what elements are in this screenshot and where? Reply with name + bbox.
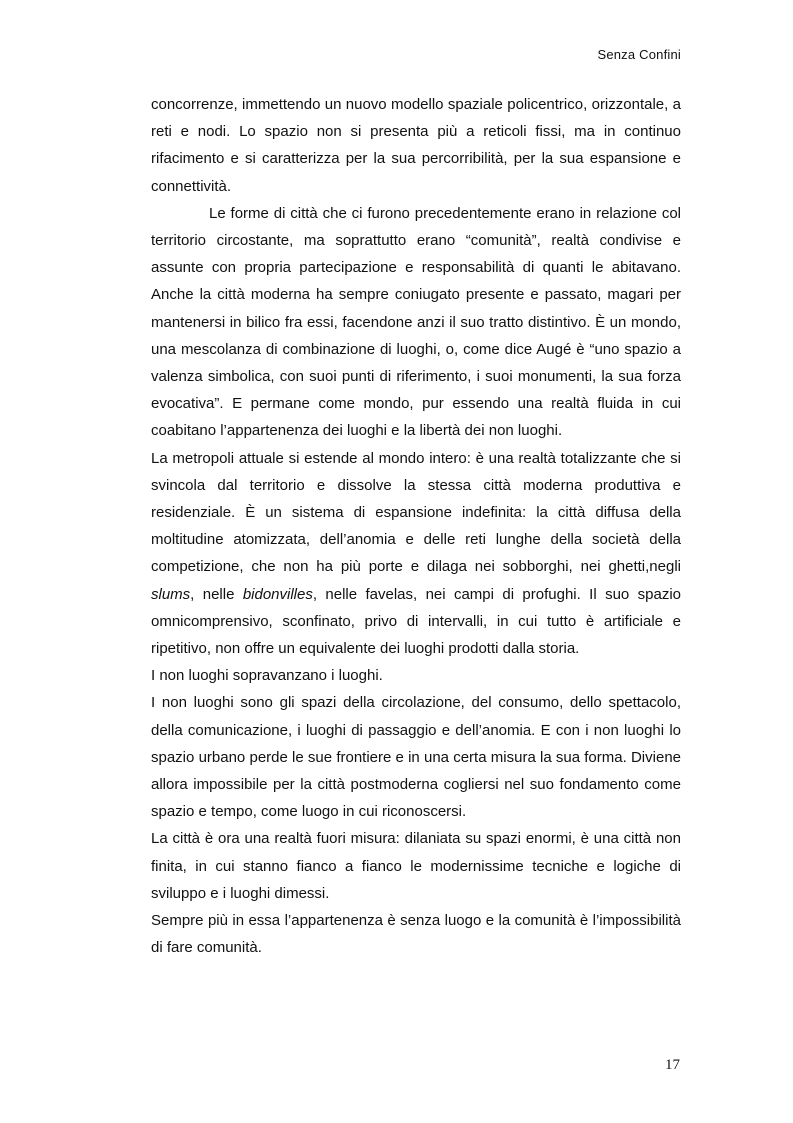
paragraph-3-text-a: La metropoli attuale si estende al mondo intero: è una realtà totalizzante che si svincola dal territorio e dissolve la stessa città moderna produttiva e residenziale. È un sistema di espansione indefinita: la città diffusa della moltitudine atomizzata, dell’anomia e delle reti lunghe della società della competizione, che non ha più porte e dilaga nei sobborghi, nei ghetti,negli [151,449,681,576]
paragraph-4: I non luoghi sopravanzano i luoghi. [151,667,383,685]
paragraph-1: concorrenze, immettendo un nuovo modello spaziale policentrico, orizzontale, a reti e nodi. Lo spazio non si presenta più a reticoli fissi, ma in continuo rifacimento e si caratterizza per la sua percorribilità, per la sua espansione e connettività. [151,96,681,195]
paragraph-3-text-b: , nelle [190,585,243,603]
page-number: 17 [665,1057,680,1073]
italic-term-slums: slums [151,585,191,603]
paragraph-5: I non luoghi sono gli spazi della circolazione, del consumo, dello spettacolo, della comunicazione, i luoghi di passaggio e dell’anomia. E con i non luoghi lo spazio urbano perde le sue frontiere e in una certa misura la sua forma. Diviene allora impossibile per la città postmoderna cogliersi nel suo fondamento come spazio e tempo, come luogo in cui riconoscersi. [151,694,681,821]
paragraph-3 [151,445,681,663]
running-header: Senza Confini [597,47,681,62]
paragraph-6: La città è ora una realtà fuori misura: dilaniata su spazi enormi, è una città non finita, in cui stanno fianco a fianco le modernissime tecniche e logiche di sviluppo e i luoghi dimessi. [151,830,681,902]
paragraph-3-text-c: , nelle favelas, nei campi di profughi. Il suo spazio omnicomprensivo, sconfinato, privo di intervalli, in cui tutto è artificiale e ripetitivo, non offre un equivalente dei luoghi prodotti dalla storia. [151,585,681,658]
italic-term-bidonvilles: bidonvilles [242,585,313,603]
paragraph-2: Le forme di città che ci furono precedentemente erano in relazione col territorio circostante, ma soprattutto erano “comunità”, realtà condivise e assunte con propria partecipazione e responsabilità di quanti le abitavano. Anche la città moderna ha sempre coniugato presente e passato, magari per mantenersi in bilico fra essi, facendone anzi il suo tratto distintivo. È un mondo, una mescolanza di combinazione di luoghi, o, come dice Augé è “uno spazio a valenza simbolica, con suoi punti di riferimento, i suoi monumenti, la sua forza evocativa”. E permane come mondo, pur essendo una realtà fluida in cui coabitano l’appartenenza dei luoghi e la libertà dei non luoghi. [151,204,681,440]
body-text [151,91,681,962]
paragraph-7: Sempre più in essa l’appartenenza è senza luogo e la comunità è l’impossibilità di fare comunità. [151,912,681,957]
